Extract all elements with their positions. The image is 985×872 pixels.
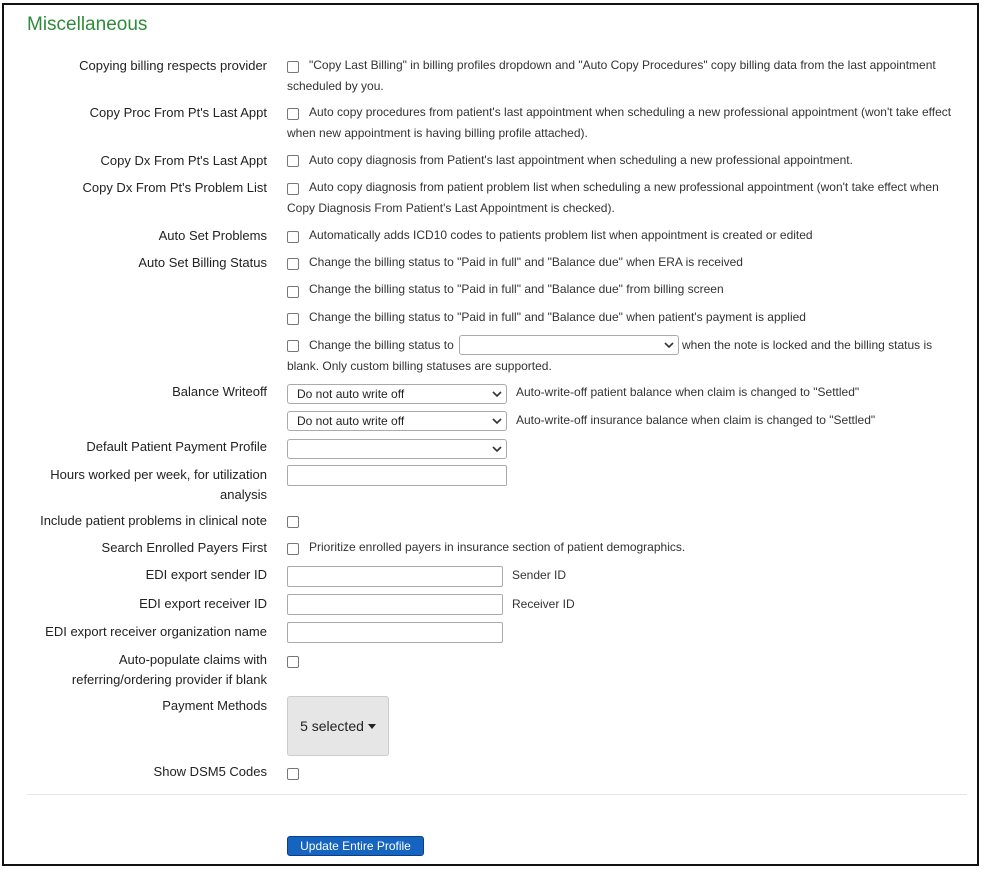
chevron-down-icon	[492, 389, 502, 399]
edi-receiver-hint: Receiver ID	[512, 597, 575, 611]
patient-writeoff-select-value: Do not auto write off	[297, 387, 405, 401]
hours-worked-label-line2: analysis	[220, 487, 267, 502]
hours-worked-label	[50, 465, 267, 505]
edi-receiver-org-input[interactable]	[287, 622, 503, 643]
auto-populate-label-line1: Auto-populate claims with	[118, 652, 267, 667]
auto-populate-label-line2: referring/ordering provider if blank	[71, 672, 267, 687]
chevron-down-icon	[492, 416, 502, 426]
billing-status-era-desc: Change the billing status to "Paid in full" and "Balance due" when ERA is received	[309, 255, 743, 269]
edi-sender-hint: Sender ID	[512, 568, 567, 582]
payment-methods-value: 5 selected	[300, 718, 364, 734]
edi-receiver-org-label: EDI export receiver organization name	[45, 624, 267, 639]
copy-billing-label: Copying billing respects provider	[79, 58, 267, 73]
search-enrolled-label: Search Enrolled Payers First	[101, 540, 267, 555]
default-payment-profile-label: Default Patient Payment Profile	[86, 439, 267, 454]
auto-populate-label	[72, 650, 267, 690]
copy-proc-desc: Auto copy procedures from patient's last appointment when scheduling a new professional appointment (won't take effect when new appointment is having billing profile attached).	[287, 105, 952, 140]
copy-dx-problem-label: Copy Dx From Pt's Problem List	[82, 180, 267, 195]
hours-worked-label-line1: Hours worked per week, for utilization	[50, 467, 267, 482]
insurance-writeoff-select[interactable]	[287, 411, 507, 431]
billing-status-note-line2: blank. Only custom billing statuses are supported.	[287, 359, 552, 373]
edi-receiver-label: EDI export receiver ID	[139, 596, 267, 611]
section-title: Miscellaneous	[27, 14, 148, 35]
patient-writeoff-desc: Auto-write-off patient balance when claim is changed to "Settled"	[516, 385, 860, 399]
billing-status-note-locked-checkbox[interactable]	[287, 340, 299, 352]
payment-methods-dropdown[interactable]	[287, 696, 389, 756]
billing-status-screen-desc: Change the billing status to "Paid in full" and "Balance due" from billing screen	[309, 282, 724, 296]
auto-billing-status-label: Auto Set Billing Status	[138, 255, 267, 270]
patient-writeoff-select[interactable]	[287, 384, 507, 404]
include-problems-label: Include patient problems in clinical note	[40, 513, 267, 528]
billing-status-select[interactable]	[459, 335, 679, 355]
copy-proc-label: Copy Proc From Pt's Last Appt	[89, 105, 267, 120]
divider	[27, 794, 967, 795]
default-payment-profile-select[interactable]	[287, 439, 507, 459]
copy-dx-problem-desc: Auto copy diagnosis from patient problem list when scheduling a new professional appointment (won't take effect when Copy Diagnosis From Patient's Last Appointment is checked).	[287, 180, 939, 215]
copy-dx-desc: Auto copy diagnosis from Patient's last appointment when scheduling a new professional appointment.	[309, 153, 853, 167]
hours-worked-input[interactable]	[287, 465, 507, 486]
copy-dx-label: Copy Dx From Pt's Last Appt	[100, 153, 267, 168]
edi-receiver-input[interactable]	[287, 594, 503, 615]
auto-populate-checkbox[interactable]	[287, 656, 299, 668]
chevron-down-icon	[664, 340, 674, 350]
balance-writeoff-label: Balance Writeoff	[172, 384, 267, 399]
show-dsm5-label: Show DSM5 Codes	[153, 764, 267, 779]
update-profile-button[interactable]: Update Entire Profile	[287, 836, 424, 856]
payment-methods-label: Payment Methods	[162, 698, 267, 713]
search-enrolled-desc: Prioritize enrolled payers in insurance section of patient demographics.	[309, 540, 686, 554]
billing-status-note-prefix: Change the billing status to	[309, 338, 454, 352]
caret-down-icon	[368, 724, 376, 729]
edi-sender-label: EDI export sender ID	[145, 567, 267, 582]
edi-sender-input[interactable]	[287, 566, 503, 587]
billing-status-payment-desc: Change the billing status to "Paid in full" and "Balance due" when patient's payment is applied	[309, 310, 806, 324]
auto-set-problems-desc: Automatically adds ICD10 codes to patients problem list when appointment is created or edited	[309, 228, 813, 242]
include-problems-checkbox[interactable]	[287, 516, 299, 528]
show-dsm5-checkbox[interactable]	[287, 768, 299, 780]
insurance-writeoff-select-value: Do not auto write off	[297, 414, 405, 428]
auto-set-problems-label: Auto Set Problems	[158, 228, 267, 243]
copy-billing-desc: "Copy Last Billing" in billing profiles dropdown and "Auto Copy Procedures" copy billing data from the last appointment scheduled by you.	[287, 58, 936, 93]
chevron-down-icon	[492, 444, 502, 454]
billing-status-note-suffix: when the note is locked and the billing status is	[682, 338, 933, 352]
insurance-writeoff-desc: Auto-write-off insurance balance when claim is changed to "Settled"	[516, 413, 876, 427]
